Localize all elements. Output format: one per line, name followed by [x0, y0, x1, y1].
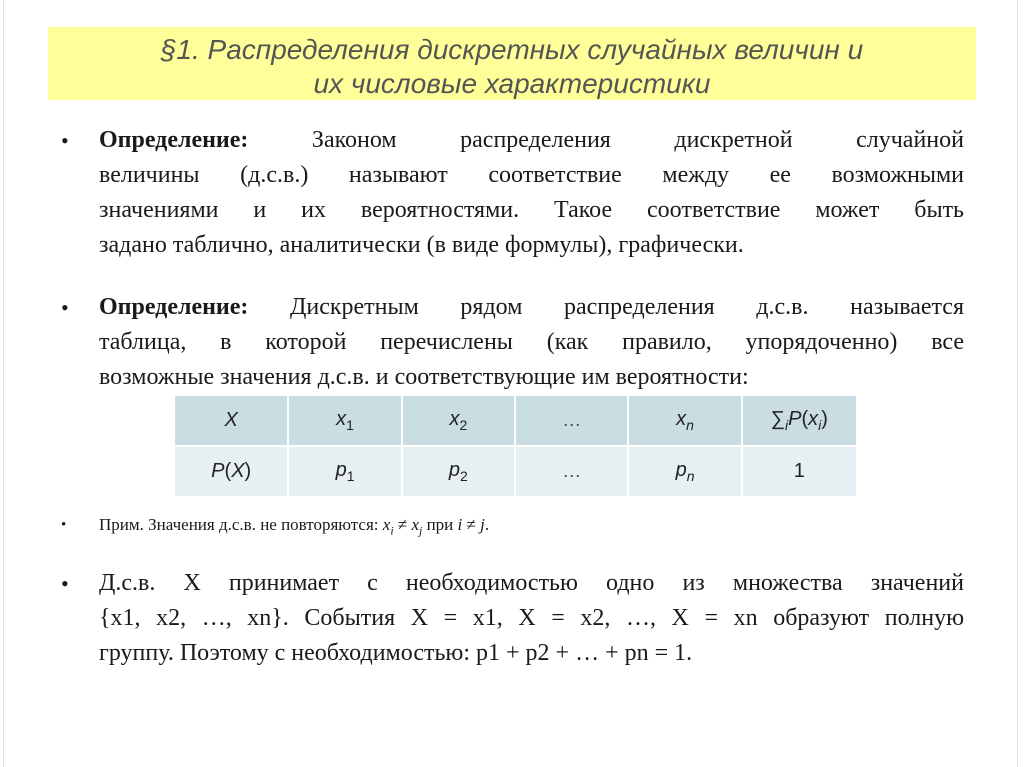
paragraph-3-line-1: Д.с.в. X принимает с необходимостью одно из множества значений [99, 570, 964, 596]
definition-2-line-3: возможные значения д.с.в. и соответствующие им вероятности: [99, 364, 749, 390]
slide-frame-right [1017, 0, 1018, 767]
table-cell-xn: $x_n$ [628, 395, 741, 446]
table-cell-sum: $\sum_iP(x_i)$ [742, 395, 857, 446]
definition-1-label: Определение: [99, 127, 249, 153]
table-cell-p1: $p_1$ [288, 446, 401, 497]
table-row-probabilities [174, 446, 857, 497]
table-cell-x2: $x_2$ [402, 395, 515, 446]
complete-group-paragraph [61, 566, 964, 671]
definition-1-line-4: задано таблично, аналитически (в виде формулы), графически. [99, 232, 744, 258]
table-cell-total: 1 [742, 446, 857, 497]
bullet-icon: • [61, 571, 69, 596]
definition-1-line-2: величины (д.с.в.) называют соответствие между ее возможными [99, 162, 964, 188]
distribution-table [173, 394, 858, 498]
bullet-icon: • [61, 517, 67, 533]
slide-title [48, 27, 976, 100]
note: • Прим. Значения д.с.в. не повторяются: $x_i \ne x_j$ при i ≠ j. [99, 512, 489, 543]
definition-2-line-1: Определение: Дискретным рядом распределения д.с.в. называется [99, 294, 964, 320]
definition-1-line-3: значениями и их вероятностями. Такое соответствие может быть [99, 197, 964, 223]
definition-2-line-2: таблица, в которой перечислены (как правило, упорядоченно) все [99, 329, 964, 355]
definition-1 [61, 123, 964, 263]
table-cell-ellipsis: … [515, 446, 628, 497]
slide-title-line-1: §1. Распределения дискретных случайных величин и [160, 34, 864, 65]
definition-2 [61, 290, 964, 395]
paragraph-3-line-3: группу. Поэтому с необходимостью: p1 + p2 + … + pn = 1. [99, 640, 693, 666]
table-cell-pn: $p_n$ [628, 446, 741, 497]
paragraph-3-line-2: {x1, x2, …, xn}. События X = x1, X = x2, …, X = xn образуют полную [99, 605, 964, 631]
table-cell-header-px: P(X) [174, 446, 288, 497]
bullet-icon: • [61, 295, 69, 320]
table-cell-ellipsis: … [515, 395, 628, 446]
slide-frame-left [3, 0, 4, 767]
slide-title-line-2: их числовые характеристики [313, 68, 711, 99]
table-cell-x1: $x_1$ [288, 395, 401, 446]
table-cell-header-x: X [174, 395, 288, 446]
definition-1-line-1: Определение: Законом распределения дискретной случайной [99, 127, 964, 153]
table-row-values [174, 395, 857, 446]
bullet-icon: • [61, 128, 69, 153]
table-cell-p2: $p_2$ [402, 446, 515, 497]
definition-2-label: Определение: [99, 294, 249, 320]
